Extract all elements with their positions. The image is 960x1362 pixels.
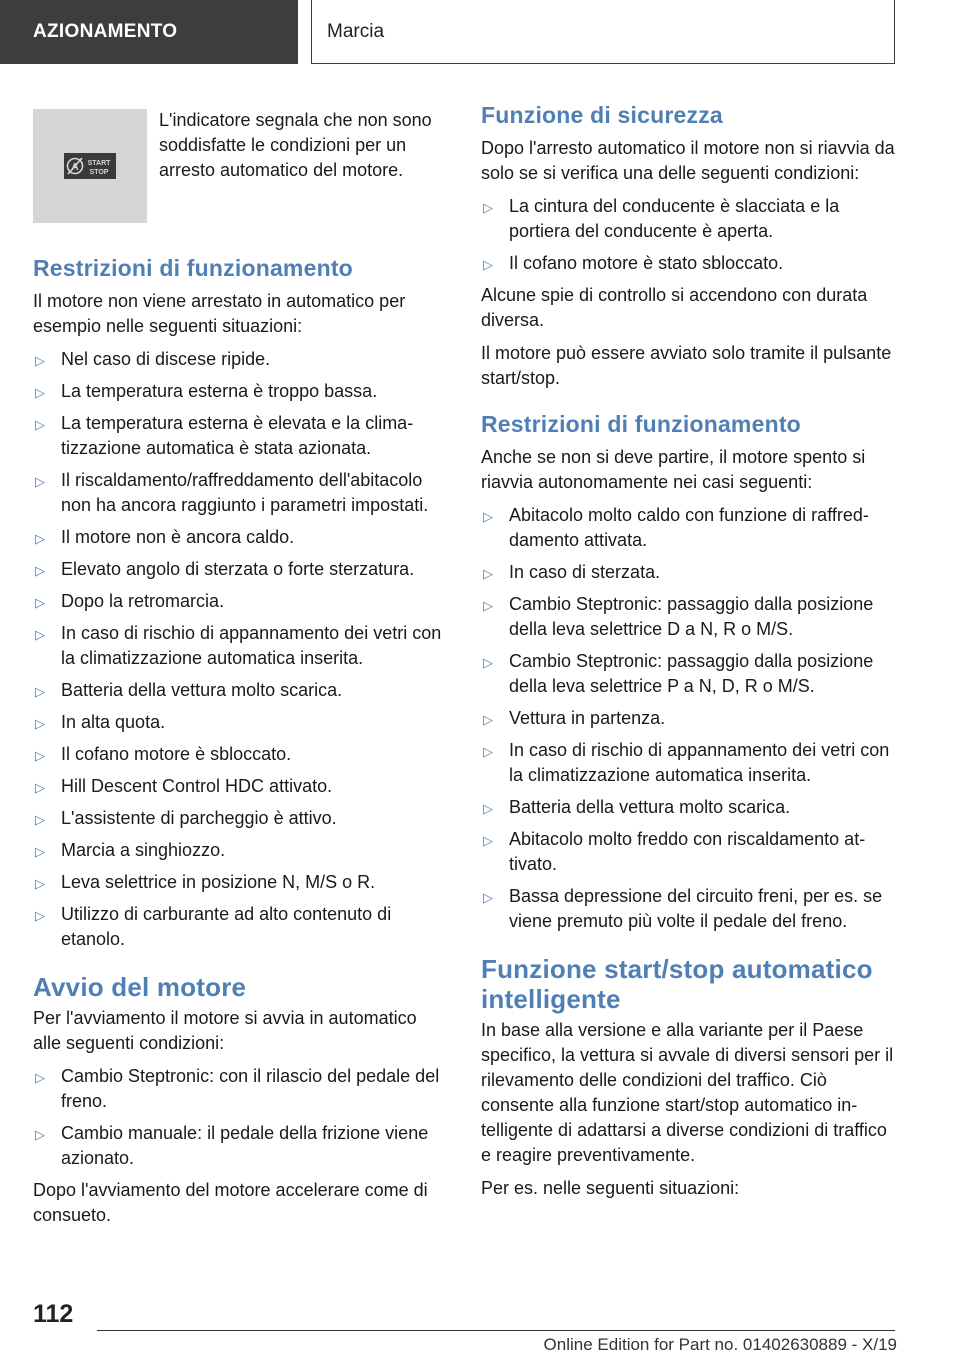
bullet-icon: ▷ xyxy=(483,712,493,727)
list-item: ▷ Cambio Steptronic: passaggio dalla posizione della leva selettrice D a N, R o M/S. xyxy=(483,594,874,639)
engine-start-title: Avvio del motore xyxy=(33,972,247,1002)
restrictions-intro-right: Anche se non si deve partire, il motore spento si riavvia autonomamente nei casi seguenti: xyxy=(481,447,866,492)
page-number: 112 xyxy=(33,1300,74,1328)
restrictions-title-right: Restrizioni di funzionamento xyxy=(481,411,801,437)
list-item: ▷ Il cofano motore è stato sbloccato. xyxy=(481,251,897,276)
restrictions-list-left xyxy=(33,347,447,952)
engine-start-list xyxy=(33,1064,447,1171)
list-item: ▷ In caso di rischio di appannamento dei vetri con la climatizzazione automatica inserita. xyxy=(35,623,442,668)
list-item: ▷ Cambio Steptronic: con il rilascio del pedale del freno. xyxy=(35,1066,440,1111)
list-item: ▷ Utilizzo di carburante ad alto contenuto di etanolo. xyxy=(35,904,392,949)
smart-paragraph-1: In base alla versione e alla variante per il Paese specifico, la vettura si avvale di diversi sensori per il rilevamento delle condizioni del traffico. Ciò consente alla funzione start/stop automatico intelligente di adattarsi a diverse condizioni di traffico e reagire preventivamente. xyxy=(481,1020,894,1165)
indicator-description: L'indicatore segnala che non sono soddisfatte le condizioni per un arresto automatico del motore. xyxy=(159,110,432,180)
list-item: ▷ Batteria della vettura molto scarica. xyxy=(481,795,897,820)
list-item: ▷ In alta quota. xyxy=(33,710,447,735)
list-item: ▷ Hill Descent Control HDC attivato. xyxy=(33,774,447,799)
list-item: ▷ In caso di rischio di appannamento dei vetri con la climatizzazione automatica inserita. xyxy=(483,740,890,785)
list-item: ▷ Dopo la retromarcia. xyxy=(33,589,447,614)
bullet-icon: ▷ xyxy=(35,908,45,923)
auto-start-stop-off-icon xyxy=(64,153,116,179)
list-item: ▷ In caso di sterzata. xyxy=(481,560,897,585)
smart-paragraph-2: Per es. nelle seguenti situazioni: xyxy=(481,1178,740,1198)
chapter-header: Marcia xyxy=(311,0,895,64)
bullet-icon: ▷ xyxy=(483,833,493,848)
list-item: ▷ Marcia a singhiozzo. xyxy=(33,838,447,863)
safety-list xyxy=(481,194,897,276)
bullet-icon: ▷ xyxy=(483,200,493,215)
indicator-block xyxy=(33,108,447,223)
list-item: ▷ Abitacolo molto freddo con riscaldamento attivato. xyxy=(483,829,866,874)
list-item: ▷ Abitacolo molto caldo con funzione di raffreddamento attivata. xyxy=(483,505,869,550)
bullet-icon: ▷ xyxy=(483,598,493,613)
list-item: ▷ Vettura in partenza. xyxy=(481,706,897,731)
left-column xyxy=(33,100,447,1236)
safety-paragraph-1: Alcune spie di controllo si accendono con durata diversa. xyxy=(481,285,868,330)
bullet-icon: ▷ xyxy=(35,1070,45,1085)
list-item: ▷ Il cofano motore è sbloccato. xyxy=(33,742,447,767)
icon-label-stop: STOP xyxy=(89,169,109,176)
section-header: AZIONAMENTO xyxy=(0,0,298,64)
bullet-icon: ▷ xyxy=(35,844,45,859)
bullet-icon: ▷ xyxy=(35,627,45,642)
start-stop-indicator-image xyxy=(33,109,147,223)
engine-start-outro: Dopo l'avviamento del motore accelerare come di consueto. xyxy=(33,1180,428,1225)
smart-start-stop-title: Funzione start/stop automatico intelligente xyxy=(481,954,873,1014)
edition-note: Online Edition for Part no. 01402630889 - X/19 xyxy=(543,1335,897,1354)
list-item: ▷ Batteria della vettura molto scarica. xyxy=(33,678,447,703)
bullet-icon: ▷ xyxy=(35,595,45,610)
bullet-icon: ▷ xyxy=(483,890,493,905)
list-item: ▷ La cintura del conducente è slacciata e la portiera del conducente è aperta. xyxy=(483,196,840,241)
list-item: ▷ Bassa depressione del circuito freni, per es. se viene premuto più volte il pedale del freno. xyxy=(483,886,883,931)
bullet-icon: ▷ xyxy=(35,780,45,795)
bullet-icon: ▷ xyxy=(35,684,45,699)
bullet-icon: ▷ xyxy=(35,385,45,400)
list-item: ▷ Il riscaldamento/raffreddamento dell'abitacolo non ha ancora raggiunto i parametri impostati. xyxy=(35,470,429,515)
right-column xyxy=(481,100,897,1209)
safety-intro: Dopo l'arresto automatico il motore non si riavvia da solo se si verifica una delle seguenti condizioni: xyxy=(481,138,895,183)
bullet-icon: ▷ xyxy=(483,509,493,524)
bullet-icon: ▷ xyxy=(35,531,45,546)
safety-paragraph-2: Il motore può essere avviato solo tramite il pulsante start/stop. xyxy=(481,343,892,388)
list-item: ▷ Cambio Steptronic: passaggio dalla posizione della leva selettrice P a N, D, R o M/S. xyxy=(483,651,874,696)
list-item: ▷ L'assistente di parcheggio è attivo. xyxy=(33,806,447,831)
list-item: ▷ Il motore non è ancora caldo. xyxy=(33,525,447,550)
bullet-icon: ▷ xyxy=(483,566,493,581)
bullet-icon: ▷ xyxy=(483,257,493,272)
list-item: ▷ Leva selettrice in posizione N, M/S o R. xyxy=(33,870,447,895)
bullet-icon: ▷ xyxy=(35,876,45,891)
bullet-icon: ▷ xyxy=(35,748,45,763)
engine-start-intro: Per l'avviamento il motore si avvia in automatico alle seguenti condizioni: xyxy=(33,1008,417,1053)
bullet-icon: ▷ xyxy=(35,353,45,368)
bullet-icon: ▷ xyxy=(35,1127,45,1142)
restrictions-title-left: Restrizioni di funzionamento xyxy=(33,255,353,281)
bullet-icon: ▷ xyxy=(483,655,493,670)
bullet-icon: ▷ xyxy=(483,744,493,759)
bullet-icon: ▷ xyxy=(35,563,45,578)
footer-divider xyxy=(97,1330,895,1331)
bullet-icon: ▷ xyxy=(35,474,45,489)
list-item: ▷ La temperatura esterna è elevata e la climatizzazione automatica è stata azionata. xyxy=(35,413,414,458)
bullet-icon: ▷ xyxy=(35,812,45,827)
restrictions-list-right xyxy=(481,503,897,934)
svg-text:A: A xyxy=(71,162,79,173)
icon-label-start: START xyxy=(87,160,111,167)
list-item: ▷ Elevato angolo di sterzata o forte sterzatura. xyxy=(33,557,447,582)
safety-function-title: Funzione di sicurezza xyxy=(481,102,723,128)
bullet-icon: ▷ xyxy=(35,417,45,432)
list-item: ▷ Nel caso di discese ripide. xyxy=(33,347,447,372)
bullet-icon: ▷ xyxy=(483,801,493,816)
bullet-icon: ▷ xyxy=(35,716,45,731)
list-item: ▷ Cambio manuale: il pedale della frizione viene azionato. xyxy=(35,1123,429,1168)
list-item: ▷ La temperatura esterna è troppo bassa. xyxy=(33,379,447,404)
restrictions-intro-left: Il motore non viene arrestato in automatico per esempio nelle seguenti situazioni: xyxy=(33,291,406,336)
